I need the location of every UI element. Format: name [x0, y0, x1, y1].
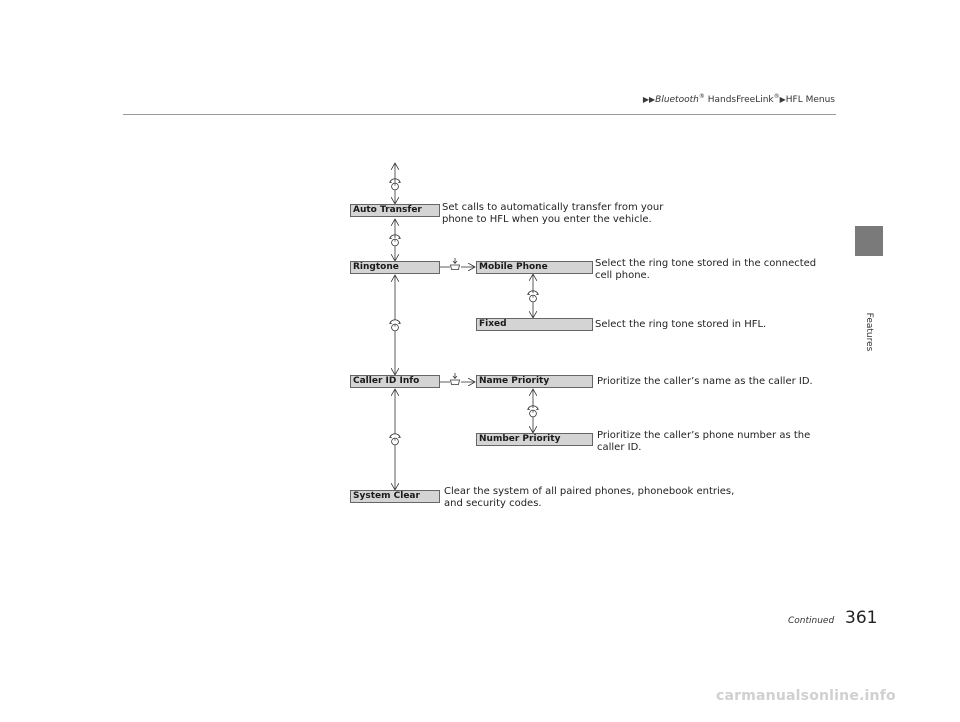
breadcrumb-section: HFL Menus: [785, 95, 835, 105]
desc-line: Select the ring tone stored in the connected: [595, 258, 817, 269]
desc-line: cell phone.: [595, 270, 650, 281]
press-knob-icon: [451, 258, 460, 270]
continued-label: Continued: [788, 616, 835, 626]
desc-line: Prioritize the caller’s name as the caller ID.: [597, 376, 813, 387]
desc-line: and security codes.: [444, 498, 542, 509]
breadcrumb-arrows: ▶▶: [642, 95, 656, 104]
desc-auto-transfer: [442, 202, 663, 226]
desc-name-priority: [597, 376, 813, 388]
breadcrumb-reg2: ®: [773, 93, 780, 100]
rotate-knob-icon: [390, 320, 401, 331]
menu-item-caller-id-info: Caller ID Info: [350, 375, 440, 388]
desc-line: Clear the system of all paired phones, phonebook entries,: [444, 486, 735, 497]
menu-item-fixed: Fixed: [476, 318, 593, 331]
desc-system-clear: [444, 486, 734, 510]
desc-line: Prioritize the caller’s phone number as the: [597, 430, 811, 441]
menu-item-system-clear: System Clear: [350, 490, 440, 503]
menu-item-number-priority: Number Priority: [476, 433, 593, 446]
desc-line: phone to HFL when you enter the vehicle.: [442, 214, 652, 225]
menu-item-name-priority: Name Priority: [476, 375, 593, 388]
menu-item-auto-transfer: Auto Transfer: [350, 204, 440, 217]
breadcrumb-product: HandsFreeLink: [704, 95, 774, 105]
desc-fixed: [595, 319, 766, 331]
chapter-tab-label: Features: [864, 312, 874, 352]
page-number: 361: [845, 608, 878, 628]
menu-item-ringtone: Ringtone: [350, 261, 440, 274]
desc-number-priority: [597, 430, 810, 454]
desc-line: caller ID.: [597, 442, 642, 453]
press-knob-icon: [451, 373, 460, 385]
desc-line: Set calls to automatically transfer from your: [442, 202, 664, 213]
menu-item-mobile-phone: Mobile Phone: [476, 261, 593, 274]
rotate-knob-icon: [390, 434, 401, 445]
watermark: carmanualsonline.info: [716, 688, 896, 704]
breadcrumb-arrow: ▶: [779, 95, 786, 104]
breadcrumb-reg: ®: [698, 93, 705, 100]
breadcrumb-brand: Bluetooth: [655, 95, 699, 105]
desc-mobile-phone: [595, 258, 816, 282]
desc-line: Select the ring tone stored in HFL.: [595, 319, 767, 330]
